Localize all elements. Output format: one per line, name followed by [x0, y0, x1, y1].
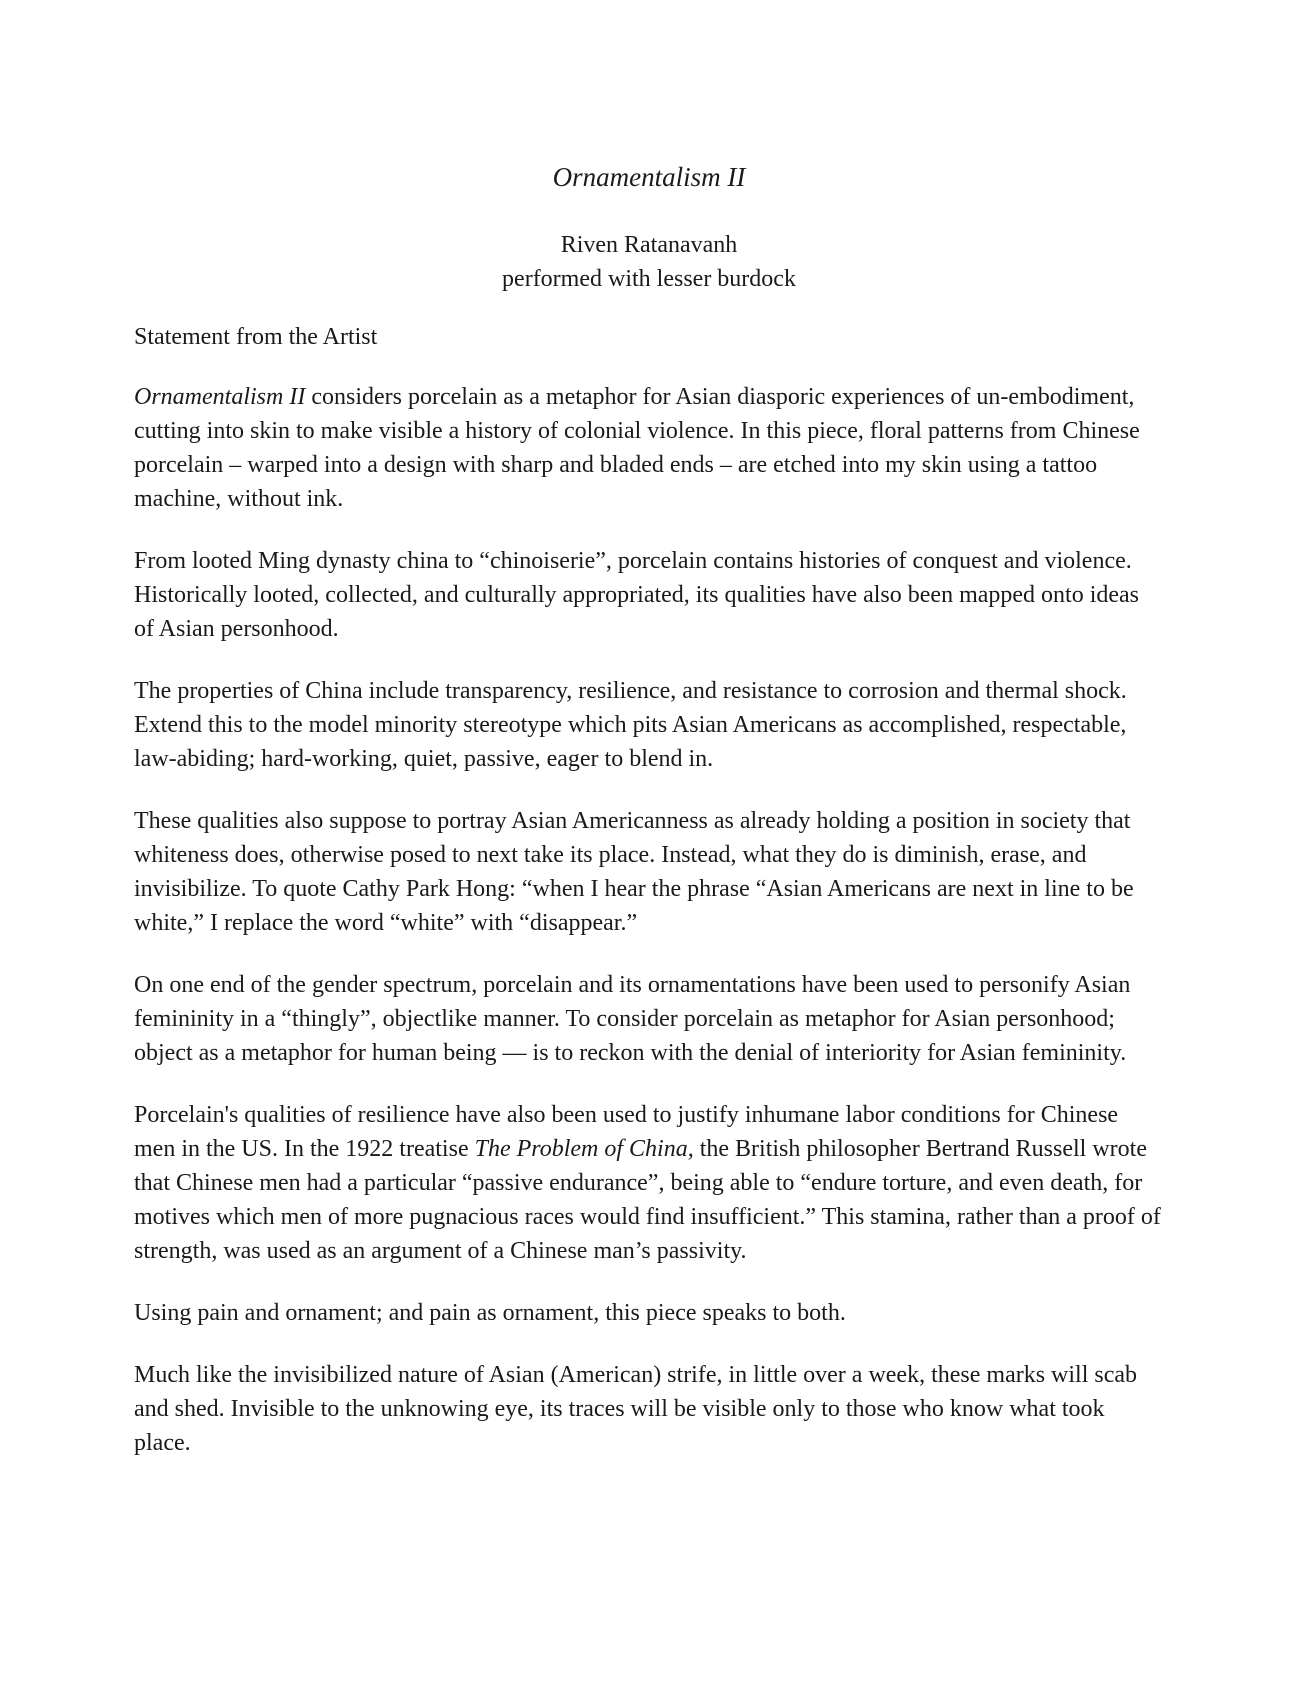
document-body	[134, 320, 1164, 1488]
paragraph-6	[134, 1098, 1164, 1268]
paragraph-1-text: considers porcelain as a metaphor for Asian diasporic experiences of un-embodiment, cutting into skin to make visible a history of colonial violence. In this piece, floral patterns from Chinese porcelain – warped into a design with sharp and bladed ends – are etched into my skin using a tattoo machine, without ink.	[134, 384, 1140, 512]
paragraph-2: From looted Ming dynasty china to “chinoiserie”, porcelain contains histories of conquest and violence. Historically looted, collected, and culturally appropriated, its qualities have also been mapped onto ideas of Asian personhood.	[134, 548, 1140, 642]
document-title: Ornamentalism II	[552, 162, 746, 192]
paragraph-6-text-after: the British philosopher Bertrand Russell wrote that Chinese men had a particular “passive endurance”, being able to “endure torture, and even death, for motives which men of more pugnacious races would find insufficient.” This stamina, rather than a proof of strength, was used as an argument of a Chinese man’s passivity.	[134, 1136, 1161, 1264]
paragraph-6-book-title: The Problem of China,	[474, 1136, 694, 1162]
section-heading: Statement from the Artist	[134, 324, 378, 350]
performed-with: performed with lesser burdock	[502, 266, 796, 292]
author-name: Riven Ratanavanh	[560, 232, 738, 258]
byline	[134, 228, 1164, 296]
paragraph-6-text-before: Porcelain's qualities of resilience have also been used to justify inhumane labor conditions for Chinese men in the US. In the 1922 treatise	[134, 1102, 1119, 1162]
paragraph-4: These qualities also suppose to portray Asian Americanness as already holding a position in society that whiteness does, otherwise posed to next take its place. Instead, what they do is diminish, erase, and invisibilize. To quote Cathy Park Hong: “when I hear the phrase “Asian Americans are next in line to be white,” I replace the word “white” with “disappear.”	[134, 808, 1134, 936]
paragraph-1-italic-title: Ornamentalism II	[134, 384, 306, 410]
paragraph-7: Using pain and ornament; and pain as ornament, this piece speaks to both.	[134, 1300, 846, 1326]
paragraph-3: The properties of China include transparency, resilience, and resistance to corrosion and thermal shock. Extend this to the model minority stereotype which pits Asian Americans as accomplished, respectable, law-abiding; hard-working, quiet, passive, eager to blend in.	[134, 678, 1127, 772]
paragraph-1	[134, 380, 1164, 516]
paragraph-5: On one end of the gender spectrum, porcelain and its ornamentations have been used to personify Asian femininity in a “thingly”, objectlike manner. To consider porcelain as metaphor for Asian personhood; object as a metaphor for human being — is to reckon with the denial of interiority for Asian femininity.	[134, 972, 1131, 1066]
paragraph-8: Much like the invisibilized nature of Asian (American) strife, in little over a week, these marks will scab and shed. Invisible to the unknowing eye, its traces will be visible only to those who know what took place.	[134, 1362, 1138, 1456]
